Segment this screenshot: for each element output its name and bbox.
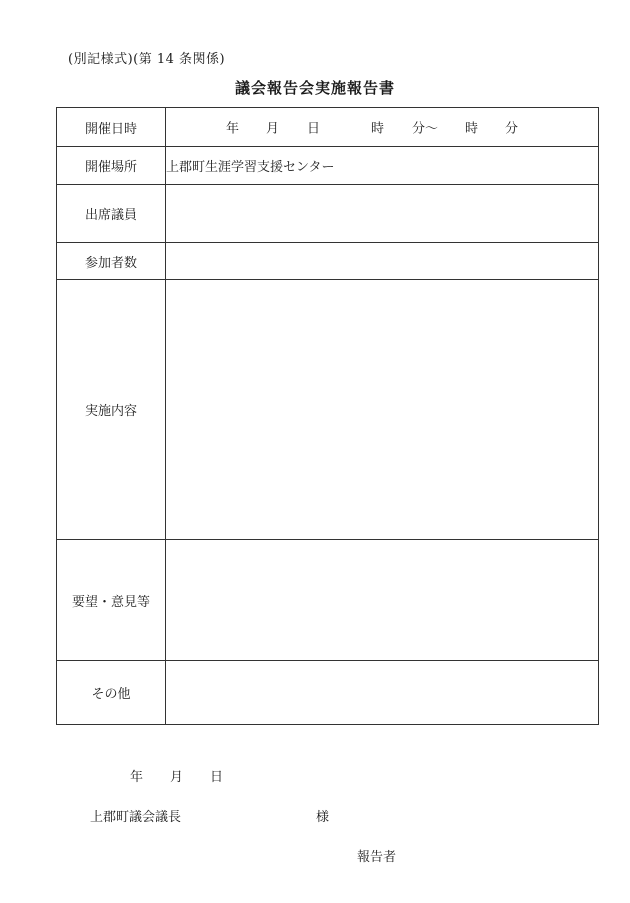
value-attending-members[interactable] xyxy=(166,185,599,243)
table-row-other xyxy=(57,661,599,725)
footer-date-month-unit: 月 xyxy=(170,770,184,785)
datetime-end-minute-unit: 分 xyxy=(505,121,519,137)
table-row-datetime xyxy=(57,108,599,147)
footer-date-day-unit: 日 xyxy=(210,770,224,785)
value-requests-opinions[interactable] xyxy=(166,540,599,661)
label-participant-count: 参加者数 xyxy=(57,243,166,280)
table-row-participant-count xyxy=(57,243,599,280)
datetime-start-minute-unit: 分～ xyxy=(412,121,439,137)
value-datetime[interactable] xyxy=(166,108,599,147)
datetime-day-unit: 日 xyxy=(307,121,321,137)
value-participant-count[interactable] xyxy=(166,243,599,280)
form-reference: (別記様式)(第 14 条関係) xyxy=(68,52,226,67)
footer-date-year-unit: 年 xyxy=(130,770,144,785)
label-other: その他 xyxy=(57,661,166,725)
value-content[interactable] xyxy=(166,280,599,540)
label-requests-opinions: 要望・意見等 xyxy=(57,540,166,661)
datetime-end-hour-unit: 時 xyxy=(465,121,479,137)
label-datetime: 開催日時 xyxy=(57,108,166,147)
label-venue: 開催場所 xyxy=(57,147,166,185)
table-row-venue xyxy=(57,147,599,185)
datetime-month-unit: 月 xyxy=(266,121,280,137)
addressee: 上郡町議会議長 xyxy=(90,810,182,825)
document-title: 議会報告会実施報告書 xyxy=(234,79,395,97)
honorific: 様 xyxy=(316,810,330,825)
label-content: 実施内容 xyxy=(57,280,166,540)
table-row-attending-members xyxy=(57,185,599,243)
table-row-content xyxy=(57,280,599,540)
datetime-year-unit: 年 xyxy=(226,121,240,137)
report-table xyxy=(56,107,599,725)
value-venue[interactable]: 上郡町生涯学習支援センター xyxy=(166,147,599,185)
table-row-requests-opinions xyxy=(57,540,599,661)
value-other[interactable] xyxy=(166,661,599,725)
datetime-start-hour-unit: 時 xyxy=(371,121,385,137)
label-attending-members: 出席議員 xyxy=(57,185,166,243)
reporter-label: 報告者 xyxy=(357,850,397,865)
